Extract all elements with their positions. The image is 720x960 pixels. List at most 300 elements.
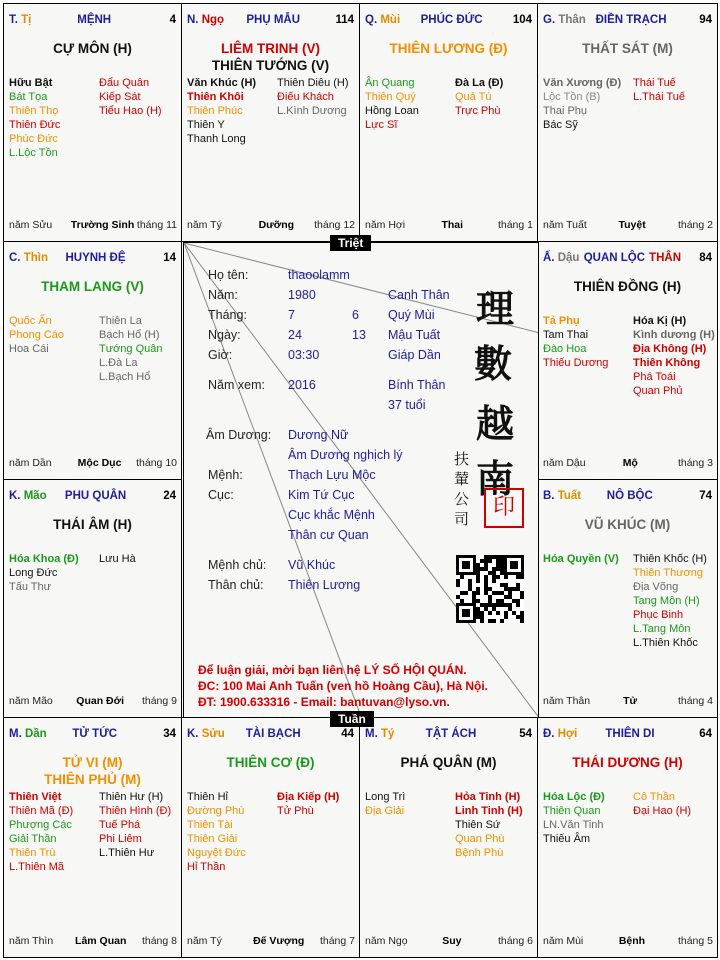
main-star: THẤT SÁT (M) (582, 41, 673, 56)
minor-star: Quả Tú (455, 91, 492, 103)
palace-name: TẬT ÁCH (425, 728, 477, 740)
stars-left-column (187, 76, 275, 146)
minor-star: Thái Tuế (633, 77, 676, 89)
palace-month: tháng 10 (136, 457, 177, 469)
stars-right-column (99, 314, 182, 384)
minor-star: Quan Phù (455, 833, 505, 845)
palace-mao[interactable] (3, 479, 182, 718)
qr-code[interactable] (456, 555, 524, 623)
palace-branch: Ấ. Dậu (543, 252, 580, 264)
palace-footer (187, 935, 355, 949)
minor-star: Thiên Quan (543, 805, 601, 817)
main-star: THÁI DƯƠNG (H) (572, 755, 683, 770)
palace-header (543, 252, 712, 266)
palace-number: 104 (512, 14, 532, 26)
minor-star: Bệnh Phù (455, 847, 504, 859)
minor-star: Thiên Sứ (455, 819, 501, 831)
minor-star: Địa Giải (365, 805, 405, 817)
palace-footer (543, 457, 713, 471)
palace-number: 54 (519, 728, 532, 740)
main-star: THAM LANG (V) (41, 279, 144, 294)
palace-header (365, 728, 532, 742)
main-star: THIÊN PHỦ (M) (44, 772, 141, 787)
minor-star: Hóa Lộc (Đ) (543, 791, 605, 803)
main-stars (4, 754, 181, 788)
info-label: Ngày: (208, 328, 241, 342)
main-star: THÁI ÂM (H) (53, 517, 132, 532)
minor-star: Hóa Kị (H) (633, 315, 687, 327)
minor-star: Thanh Long (187, 133, 246, 145)
palace-header (187, 728, 354, 742)
palace-branch: T. Tị (9, 14, 32, 26)
palace-footer (9, 695, 177, 709)
palace-header (9, 728, 176, 742)
life-stage: Bệnh (618, 935, 646, 947)
palace-number: 74 (699, 490, 712, 502)
palace-suu[interactable] (181, 717, 360, 958)
main-star: CỰ MÔN (H) (53, 41, 132, 56)
minor-star: Thiên Khôi (187, 91, 244, 103)
minor-star: Nguyệt Đức (187, 847, 246, 859)
minor-star: Địa Không (H) (633, 343, 707, 355)
stars-left-column (365, 790, 453, 818)
palace-month: tháng 6 (497, 935, 533, 947)
minor-star: Địa Kiếp (H) (277, 791, 340, 803)
palace-footer (543, 695, 713, 709)
minor-star: Thiên Không (633, 357, 701, 369)
minor-star: Kiếp Sát (99, 91, 141, 103)
minor-star: Văn Xương (Đ) (543, 77, 622, 89)
palace-branch: G. Thân (543, 14, 586, 26)
palace-header (543, 728, 712, 742)
minor-star: Thiên Y (187, 119, 225, 131)
main-stars (182, 754, 359, 771)
minor-star: L.Tang Môn (633, 623, 691, 635)
minor-star: Đẩu Quân (99, 77, 150, 89)
life-stage: Trường Sinh (70, 219, 135, 231)
main-star: VŨ KHÚC (M) (584, 517, 671, 532)
palace-thin[interactable] (3, 241, 182, 480)
palace-branch: C. Thìn (9, 252, 48, 264)
minor-star: L.Thiên Hư (99, 847, 155, 859)
palace-year: năm Tý (187, 935, 222, 947)
minor-star: Thiên Hư (H) (99, 791, 164, 803)
palace-number: 14 (163, 252, 176, 264)
minor-star: Thiên Diêu (H) (277, 77, 349, 89)
palace-header (543, 14, 712, 28)
minor-star: Hoa Cái (9, 343, 49, 355)
info-label: Mệnh: (208, 468, 243, 482)
stars-right-column (633, 552, 718, 650)
info-label: Mệnh chủ: (208, 558, 267, 572)
minor-star: Long Trì (365, 791, 406, 803)
minor-star: Tiểu Hao (H) (99, 105, 162, 117)
minor-star: Văn Khúc (H) (187, 77, 257, 89)
info-label: Năm xem: (208, 378, 265, 392)
minor-star: Phi Liêm (99, 833, 142, 845)
minor-star: L.Bạch Hổ (99, 371, 151, 383)
main-stars (538, 754, 717, 771)
info-value: Thạch Lựu Mộc (288, 468, 376, 482)
palace-name: PHU QUÂN (64, 490, 127, 502)
stars-left-column (9, 790, 97, 874)
info-value: Dương Nữ (288, 428, 349, 442)
life-stage: Thai (441, 219, 464, 231)
info-value: Mậu Tuất (388, 328, 441, 342)
palace-name: MỆNH (77, 14, 112, 26)
palace-month: tháng 8 (141, 935, 177, 947)
info-value: 7 (288, 308, 295, 322)
stars-left-column (9, 314, 97, 356)
palace-year: năm Tý (187, 219, 222, 231)
palace-name: PHỤ MẪU (246, 14, 301, 26)
stars-left-column (187, 790, 275, 874)
info-label: Âm Dương: (206, 428, 272, 442)
minor-star: Linh Tinh (H) (455, 805, 523, 817)
main-star: THIÊN CƠ (Đ) (226, 755, 315, 770)
palace-branch: Q. Mùi (365, 14, 401, 26)
info-value: 6 (352, 308, 359, 322)
main-stars (4, 516, 181, 533)
info-label: Giờ: (208, 348, 233, 362)
stars-right-column (633, 314, 718, 398)
minor-star: Giải Thần (9, 833, 57, 845)
main-star: PHÁ QUÂN (M) (400, 755, 497, 770)
palace-dau[interactable] (537, 241, 718, 480)
minor-star: Kình dương (H) (633, 329, 715, 341)
minor-star: Thiên Phúc (187, 105, 243, 117)
minor-star: Thiên La (99, 315, 142, 327)
palace-footer (9, 457, 177, 471)
minor-star: Tướng Quân (99, 343, 163, 355)
center-info-panel (183, 242, 539, 718)
main-star: THIÊN LƯƠNG (Đ) (389, 41, 508, 56)
minor-star: Long Đức (9, 567, 58, 579)
palace-number: 84 (699, 252, 712, 264)
main-star: THIÊN ĐỒNG (H) (573, 279, 682, 294)
stars-left-column (543, 552, 631, 566)
main-stars (538, 516, 717, 533)
minor-star: Thiên Khốc (H) (633, 553, 707, 565)
info-label: Thân chủ: (208, 578, 264, 592)
contact-phone-email[interactable]: ĐT: 1900.633316 - Email: bantuvan@lyso.vn. (198, 695, 450, 709)
palace-year: năm Ngọ (365, 935, 408, 947)
minor-star: Thiên Tài (187, 819, 233, 831)
minor-star: Tam Thai (543, 329, 589, 341)
palace-header (543, 490, 712, 504)
palace-hoi[interactable] (537, 717, 718, 958)
minor-star: Thiên Quý (365, 91, 416, 103)
palace-number: 44 (341, 728, 354, 740)
minor-star: Hỏa Tinh (H) (455, 791, 521, 803)
palace-footer (365, 219, 533, 233)
palace-month: tháng 7 (319, 935, 355, 947)
stars-right-column (455, 76, 538, 118)
minor-star: L.Lộc Tồn (9, 147, 58, 159)
minor-star: Tả Phụ (543, 315, 580, 327)
stars-right-column (633, 790, 718, 818)
minor-star: Thiên Hỉ (187, 791, 228, 803)
minor-star: L.Thái Tuế (633, 91, 685, 103)
life-stage: Mộ (622, 457, 638, 469)
info-value: 24 (288, 328, 302, 342)
minor-star: Thiên Giải (187, 833, 238, 845)
life-stage: Quan Đới (76, 695, 125, 707)
minor-star: Thiên Thọ (9, 105, 59, 117)
minor-star: Tang Môn (H) (633, 595, 700, 607)
stars-left-column (9, 552, 97, 594)
minor-star: Đường Phù (187, 805, 245, 817)
info-value: Quý Mùi (388, 308, 435, 322)
minor-star: Địa Võng (633, 581, 679, 593)
palace-header (9, 252, 176, 266)
life-stage: Lâm Quan (75, 935, 127, 947)
minor-star: Cô Thần (633, 791, 675, 803)
stars-right-column (455, 790, 538, 860)
palace-name: ĐIỀN TRẠCH (595, 14, 667, 26)
minor-star: Đại Hao (H) (633, 805, 692, 817)
main-stars (4, 278, 181, 295)
minor-star: Hóa Quyền (V) (543, 553, 619, 565)
main-star: THIÊN TƯỚNG (V) (211, 58, 330, 73)
palace-year: năm Sửu (9, 219, 53, 231)
info-value: Kim Tứ Cục (288, 488, 355, 502)
minor-star: Phúc Đức (9, 133, 58, 145)
main-stars (538, 40, 717, 57)
info-value: 37 tuổi (388, 398, 426, 412)
minor-star: Thiên Mã (Đ) (9, 805, 74, 817)
info-value: 03:30 (288, 348, 320, 362)
palace-branch: B. Tuất (543, 490, 582, 502)
tuan-marker: Tuần (330, 711, 374, 727)
palace-branch: Đ. Hợi (543, 728, 578, 740)
palace-year: năm Mão (9, 695, 53, 707)
info-value: Cục khắc Mệnh (288, 508, 375, 522)
red-seal: 印 (484, 488, 524, 528)
palace-header (365, 14, 532, 28)
stars-left-column (365, 76, 453, 132)
minor-star: Điếu Khách (277, 91, 334, 103)
palace-name: TỬ TỨC (72, 728, 118, 740)
palace-branch: M. Tý (365, 728, 395, 740)
palace-year: năm Mùi (543, 935, 584, 947)
minor-star: L.Thiên Khốc (633, 637, 698, 649)
main-stars (360, 754, 537, 771)
info-value: Vũ Khúc (288, 558, 336, 572)
palace-tuat[interactable] (537, 479, 718, 718)
palace-number: 24 (163, 490, 176, 502)
minor-star: Thiên Việt (9, 791, 62, 803)
info-value: thaoolamm (288, 268, 350, 282)
info-value: Thân cư Quan (288, 528, 369, 542)
palace-year: năm Dần (9, 457, 52, 469)
info-value: Giáp Dần (388, 348, 441, 362)
minor-star: Hữu Bật (9, 77, 53, 89)
calligraphy-char: 南 (476, 456, 515, 501)
palace-header (9, 14, 176, 28)
palace-month: tháng 12 (314, 219, 355, 231)
main-stars (182, 40, 359, 74)
seal-small-char: 公 (454, 490, 470, 508)
life-stage: Mộc Dục (77, 457, 122, 469)
palace-number: 4 (169, 14, 176, 26)
stars-right-column (99, 552, 182, 566)
minor-star: Thiên Trù (9, 847, 56, 859)
info-value: Âm Dương nghịch lý (288, 448, 403, 462)
life-stage: Dưỡng (258, 219, 295, 231)
palace-header (187, 14, 354, 28)
stars-right-column (277, 790, 360, 818)
calligraphy-char: 數 (474, 341, 513, 386)
minor-star: Tuế Phá (99, 819, 141, 831)
stars-right-column (99, 790, 182, 860)
main-stars (538, 278, 717, 295)
palace-footer (9, 935, 177, 949)
contact-line: Để luận giải, mời bạn liên hệ LÝ SỐ HỘI QUÁN. (198, 663, 467, 677)
info-value: Thiên Lương (288, 578, 361, 592)
minor-star: L.Đà La (99, 357, 138, 369)
info-value: 1980 (288, 288, 316, 302)
palace-mui_top[interactable] (359, 3, 538, 242)
info-label: Cục: (208, 488, 234, 502)
minor-star: Quốc Ấn (9, 315, 52, 327)
life-stage: Đế Vượng (253, 935, 305, 947)
main-star: LIÊM TRINH (V) (221, 41, 320, 56)
palace-number: 64 (699, 728, 712, 740)
tu-vi-chart (3, 3, 717, 957)
palace-month: tháng 9 (141, 695, 177, 707)
palace-number: 114 (335, 14, 354, 26)
minor-star: Lưu Hà (99, 553, 136, 565)
palace-footer (543, 219, 713, 233)
minor-star: Đào Hoa (543, 343, 587, 355)
main-stars (360, 40, 537, 57)
palace-month: tháng 4 (677, 695, 713, 707)
palace-ti[interactable] (3, 3, 182, 242)
minor-star: Tử Phù (277, 805, 314, 817)
minor-star: Hóa Khoa (Đ) (9, 553, 79, 565)
stars-right-column (633, 76, 718, 104)
palace-branch: K. Mão (9, 490, 47, 502)
stars-left-column (543, 76, 631, 132)
contact-address: ĐC: 100 Mai Anh Tuấn (ven hồ Hoàng Cầu), Hà Nội. (198, 679, 489, 693)
palace-name: PHÚC ĐỨC (420, 14, 483, 26)
minor-star: Thiên Đức (9, 119, 61, 131)
palace-ngo[interactable] (181, 3, 360, 242)
triet-marker: Triệt (330, 235, 371, 251)
palace-year: năm Thân (543, 695, 591, 707)
calligraphy-char: 越 (476, 401, 515, 446)
info-value: 13 (352, 328, 366, 342)
stars-left-column (543, 790, 631, 846)
minor-star: Bạch Hổ (H) (99, 329, 160, 341)
minor-star: Hồng Loan (365, 105, 419, 117)
minor-star: Lộc Tồn (B) (543, 91, 601, 103)
palace-dan[interactable] (3, 717, 182, 958)
minor-star: Tấu Thư (9, 581, 52, 593)
palace-number: 34 (163, 728, 176, 740)
minor-star: Thiên Thương (633, 567, 704, 579)
minor-star: Phong Cáo (9, 329, 65, 341)
stars-right-column (99, 76, 182, 118)
minor-star: Phục Binh (633, 609, 684, 621)
palace-footer (9, 219, 177, 233)
minor-star: Thai Phụ (543, 105, 588, 117)
stars-left-column (9, 76, 97, 160)
calligraphy-char: 理 (476, 286, 515, 331)
minor-star: Hỉ Thần (187, 861, 226, 873)
palace-branch: M. Dần (9, 728, 47, 740)
palace-month: tháng 1 (497, 219, 533, 231)
palace-footer (543, 935, 713, 949)
life-stage: Tử (623, 695, 638, 707)
palace-name: QUAN LỘC THÂN (583, 252, 682, 264)
palace-number: 94 (699, 14, 712, 26)
palace-year: năm Hợi (365, 219, 406, 231)
minor-star: Quan Phủ (633, 385, 683, 397)
life-stage: Tuyệt (618, 219, 646, 231)
minor-star: Đà La (Đ) (455, 77, 504, 89)
palace-year: năm Tuất (543, 219, 587, 231)
palace-header (9, 490, 176, 504)
palace-footer (365, 935, 533, 949)
info-label: Tháng: (208, 308, 247, 322)
seal-small-char: 輦 (454, 470, 470, 488)
palace-month: tháng 3 (677, 457, 713, 469)
palace-month: tháng 5 (677, 935, 713, 947)
info-value: Canh Thân (388, 288, 450, 302)
minor-star: Phá Toái (633, 371, 676, 383)
palace-name: HUYNH ĐỆ (65, 252, 126, 264)
palace-month: tháng 11 (136, 219, 177, 231)
minor-star: L.Thiên Mã (9, 861, 65, 873)
palace-name: THIÊN DI (605, 728, 655, 740)
info-label: Họ tên: (208, 268, 249, 282)
minor-star: LN.Văn Tinh (543, 819, 604, 831)
info-label: Năm: (208, 288, 238, 302)
minor-star: Thiên Hình (Đ) (99, 805, 172, 817)
minor-star: Thiếu Dương (543, 357, 609, 369)
palace-branch: N. Ngọ (187, 14, 225, 26)
palace-ty[interactable] (359, 717, 538, 958)
palace-than_top[interactable] (537, 3, 718, 242)
life-stage: Suy (442, 935, 462, 947)
palace-year: năm Thìn (9, 935, 54, 947)
minor-star: Lực Sĩ (365, 119, 398, 131)
palace-name: TÀI BẠCH (245, 728, 301, 740)
minor-star: Ân Quang (365, 77, 415, 89)
minor-star: Trực Phù (455, 105, 501, 117)
palace-branch: K. Sửu (187, 728, 225, 740)
minor-star: Thiếu Âm (543, 833, 591, 845)
info-value: Bính Thân (388, 378, 446, 392)
info-value: 2016 (288, 378, 316, 392)
seal-small-char: 扶 (454, 450, 470, 468)
stars-right-column (277, 76, 360, 118)
stars-left-column (543, 314, 631, 370)
minor-star: L.Kình Dương (277, 105, 347, 117)
than-marker: THÂN (649, 252, 682, 264)
palace-month: tháng 2 (677, 219, 713, 231)
main-stars (4, 40, 181, 57)
palace-year: năm Dậu (543, 457, 586, 469)
minor-star: Bát Tọa (9, 91, 48, 103)
palace-footer (187, 219, 355, 233)
palace-name: NÔ BỘC (606, 490, 653, 502)
seal-small-char: 司 (454, 510, 470, 528)
main-star: TỬ VI (M) (62, 755, 123, 770)
minor-star: Phượng Các (9, 819, 72, 831)
